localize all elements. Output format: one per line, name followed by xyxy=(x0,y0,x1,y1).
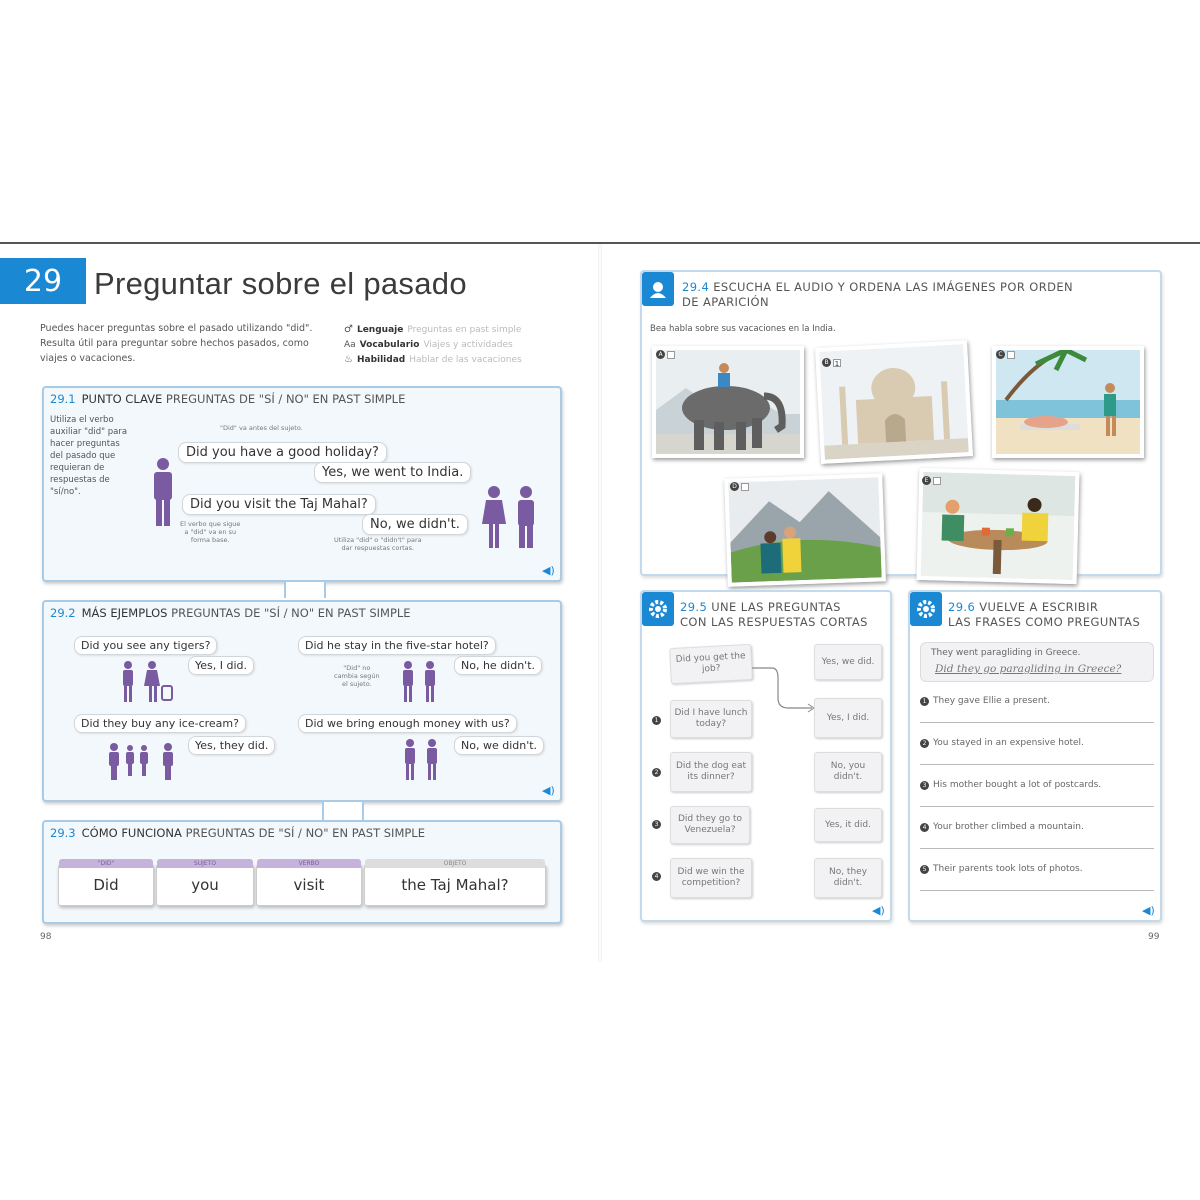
exercise-title: ESCUCHA EL AUDIO Y ORDENA LAS IMÁGENES POR ORDEN xyxy=(713,280,1074,294)
item-number: 2 xyxy=(920,739,929,748)
panel-subtitle: PREGUNTAS DE "SÍ / NO" EN PAST SIMPLE xyxy=(165,392,406,406)
panel-connector xyxy=(322,802,364,820)
page-number-right: 99 xyxy=(1148,932,1160,942)
listening-icon xyxy=(642,272,674,306)
photo-restaurant xyxy=(917,468,1080,584)
match-line xyxy=(750,666,816,716)
exercise-rewrite-questions xyxy=(908,590,1162,922)
meta-value: Hablar de las vacaciones xyxy=(409,354,522,365)
panel-key: PUNTO CLAVE xyxy=(81,392,163,406)
answer-slot-d[interactable] xyxy=(730,482,749,491)
item-sentence: Your brother climbed a mountain. xyxy=(933,822,1084,832)
language-icon: ♂ xyxy=(344,324,353,335)
exercise-title-line2: DE APARICIÓN xyxy=(682,295,769,309)
exercise-heading xyxy=(682,280,1073,310)
panel-heading xyxy=(50,392,405,406)
audio-icon[interactable]: ◀) xyxy=(542,564,555,577)
speech-bubble-answer: No, we didn't. xyxy=(454,736,544,755)
rewrite-item xyxy=(920,738,1084,748)
rewrite-item xyxy=(920,696,1050,706)
gear-icon xyxy=(915,598,937,620)
couple-figures xyxy=(480,484,542,550)
answer-slot-a[interactable] xyxy=(656,350,675,359)
item-number: 1 xyxy=(920,697,929,706)
word-card-did xyxy=(58,860,154,906)
exercise-title-line2: LAS FRASES COMO PREGUNTAS xyxy=(948,615,1141,629)
meta-language xyxy=(344,322,522,337)
item-sentence: You stayed in an expensive hotel. xyxy=(933,738,1084,748)
side-line: hacer preguntas xyxy=(50,439,120,449)
panel-number: 29.3 xyxy=(50,826,76,840)
answer-slot-c[interactable] xyxy=(996,350,1015,359)
note-line: a "did" va en su xyxy=(184,528,237,536)
rewrite-item xyxy=(920,822,1084,832)
example-box xyxy=(920,642,1154,682)
gear-icon-box xyxy=(910,592,942,626)
rewrite-item xyxy=(920,780,1101,790)
meta-vocabulary xyxy=(344,337,522,352)
vocabulary-icon: Aa xyxy=(344,339,356,350)
answer-card[interactable]: Yes, I did. xyxy=(814,698,882,738)
item-number: 1 xyxy=(652,716,661,725)
answer-box[interactable] xyxy=(933,477,941,485)
meta-skill xyxy=(344,352,522,367)
traveller-figures xyxy=(118,660,178,704)
exercise-title: UNE LAS PREGUNTAS xyxy=(711,600,841,614)
audio-icon[interactable]: ◀) xyxy=(542,784,555,797)
panel-heading xyxy=(50,606,411,620)
item-sentence: They gave Ellie a present. xyxy=(933,696,1050,706)
answer-slot-b[interactable] xyxy=(822,358,841,367)
item-sentence: His mother bought a lot of postcards. xyxy=(933,780,1102,790)
panel-more-examples xyxy=(42,600,562,802)
speech-bubble-question: Did he stay in the five-star hotel? xyxy=(298,636,496,655)
intro-line: viajes o vacaciones. xyxy=(40,353,136,364)
restaurant-illustration xyxy=(921,472,1076,580)
note-line: El verbo que sigue xyxy=(180,520,241,528)
example-sentence: They went paragliding in Greece. xyxy=(931,648,1081,658)
answer-line[interactable] xyxy=(920,722,1154,723)
item-number: 4 xyxy=(652,872,661,881)
answer-line[interactable] xyxy=(920,848,1154,849)
card-cap: VERBO xyxy=(257,859,361,868)
note-did-before-subject: "Did" va antes del sujeto. xyxy=(220,424,303,432)
note-line: cambia según xyxy=(334,672,380,680)
speech-bubble-answer: Yes, we went to India. xyxy=(314,462,471,483)
intro-text xyxy=(40,321,312,366)
mountains-illustration xyxy=(728,477,881,582)
answer-card[interactable]: Yes, we did. xyxy=(814,644,882,680)
side-note xyxy=(50,414,127,498)
page-number-left: 98 xyxy=(40,932,52,942)
gear-icon-box xyxy=(642,592,674,626)
answer-card[interactable]: No, they didn't. xyxy=(814,858,882,898)
meta-label: Habilidad xyxy=(356,354,406,365)
card-cap: "DID" xyxy=(59,859,153,868)
question-card[interactable]: Did the dog eat its dinner? xyxy=(670,752,752,792)
question-card[interactable]: Did they go to Venezuela? xyxy=(670,806,750,844)
answer-box-filled[interactable]: 1 xyxy=(834,359,840,368)
note-line: forma base. xyxy=(190,536,230,544)
word-card-subject xyxy=(156,860,254,906)
note-base-form xyxy=(180,520,240,544)
elephant-illustration xyxy=(656,350,800,454)
item-number: 4 xyxy=(920,823,929,832)
question-card[interactable]: Did we win the competition? xyxy=(670,858,752,898)
note-line: "Did" no xyxy=(343,664,371,672)
speech-bubble-answer: Yes, they did. xyxy=(188,736,275,755)
pair-figures xyxy=(398,660,442,704)
exercise-title: VUELVE A ESCRIBIR xyxy=(979,600,1099,614)
exercise-order-images xyxy=(640,270,1162,576)
question-card[interactable]: Did I have lunch today? xyxy=(670,700,752,738)
question-card[interactable]: Did you get the job? xyxy=(669,644,753,684)
item-number: 3 xyxy=(652,820,661,829)
label-d: D xyxy=(730,482,739,491)
side-line: del pasado que xyxy=(50,451,116,461)
intro-line: Puedes hacer preguntas sobre el pasado utilizando "did". xyxy=(40,323,313,334)
panel-subtitle: PREGUNTAS DE "SÍ / NO" EN PAST SIMPLE xyxy=(185,826,425,840)
panel-heading xyxy=(50,826,425,840)
side-line: "sí/no". xyxy=(50,487,81,497)
exercise-heading xyxy=(948,600,1140,630)
pair-figures xyxy=(400,738,444,782)
panel-number: 29.1 xyxy=(50,392,76,406)
item-number: 5 xyxy=(920,865,929,874)
side-line: Utiliza el verbo xyxy=(50,415,114,425)
word-card-verb xyxy=(256,860,362,906)
note-short-answers xyxy=(334,536,422,552)
answer-box[interactable] xyxy=(667,351,675,359)
rewrite-item xyxy=(920,864,1083,874)
unit-number: 29 xyxy=(0,258,86,304)
word-card-object xyxy=(364,860,546,906)
page-gutter xyxy=(598,244,602,962)
answer-box[interactable] xyxy=(1007,351,1015,359)
meta-label: Vocabulario xyxy=(359,339,420,350)
card-word: you xyxy=(191,876,219,894)
answer-line[interactable] xyxy=(920,890,1154,891)
answer-card[interactable]: Yes, it did. xyxy=(814,808,882,842)
panel-number: 29.2 xyxy=(50,606,76,620)
exercise-heading xyxy=(680,600,868,630)
audio-icon[interactable]: ◀) xyxy=(1142,904,1155,917)
speech-bubble-question: Did you see any tigers? xyxy=(74,636,217,655)
exercise-number: 29.6 xyxy=(948,600,976,614)
item-number: 3 xyxy=(920,781,929,790)
meta-value: Viajes y actividades xyxy=(423,339,513,350)
card-word: the Taj Mahal? xyxy=(401,876,509,894)
side-line: auxiliar "did" para xyxy=(50,427,128,437)
panel-connector xyxy=(284,582,326,598)
person-figure xyxy=(148,456,178,528)
exercise-intro: Bea habla sobre sus vacaciones en la India. xyxy=(650,324,836,334)
panel-key-point xyxy=(42,386,562,582)
taj-mahal-illustration xyxy=(819,344,968,459)
panel-key: MÁS EJEMPLOS xyxy=(81,606,168,620)
speech-bubble-question: Did you visit the Taj Mahal? xyxy=(182,494,376,515)
gear-icon xyxy=(647,598,669,620)
speech-bubble-question: Did we bring enough money with us? xyxy=(298,714,517,733)
note-line: Utiliza "did" o "didn't" para xyxy=(334,536,422,544)
side-line: respuestas de xyxy=(50,475,110,485)
example-answer: Did they go paragliding in Greece? xyxy=(935,663,1122,675)
speech-bubble-question: Did you have a good holiday? xyxy=(178,442,387,463)
card-cap: OBJETO xyxy=(365,859,545,868)
answer-box[interactable] xyxy=(741,483,749,491)
answer-slot-e[interactable] xyxy=(922,476,941,485)
photo-elephant xyxy=(652,346,804,458)
note-did-unchanged xyxy=(334,664,380,688)
audio-icon[interactable]: ◀) xyxy=(872,904,885,917)
note-line: dar respuestas cortas. xyxy=(341,544,415,552)
skill-icon: ♨ xyxy=(344,354,353,365)
card-word: Did xyxy=(93,876,119,894)
label-c: C xyxy=(996,350,1005,359)
side-line: requieran de xyxy=(50,463,105,473)
exercise-number: 29.5 xyxy=(680,600,708,614)
item-sentence: Their parents took lots of photos. xyxy=(933,864,1083,874)
book-spread xyxy=(0,242,1200,960)
meta-list xyxy=(344,322,522,367)
meta-label: Lenguaje xyxy=(356,324,404,335)
speech-bubble-question: Did they buy any ice-cream? xyxy=(74,714,246,733)
answer-card[interactable]: No, you didn't. xyxy=(814,752,882,792)
panel-key: CÓMO FUNCIONA xyxy=(81,826,182,840)
note-line: el sujeto. xyxy=(341,680,372,688)
page-title: Preguntar sobre el pasado xyxy=(94,266,467,301)
label-b: B xyxy=(822,358,831,367)
speech-bubble-answer: No, he didn't. xyxy=(454,656,542,675)
label-e: E xyxy=(922,476,931,485)
card-cap: SUJETO xyxy=(157,859,253,868)
beach-illustration xyxy=(996,350,1140,454)
headphones-icon xyxy=(647,278,669,300)
answer-line[interactable] xyxy=(920,806,1154,807)
item-number: 2 xyxy=(652,768,661,777)
label-a: A xyxy=(656,350,665,359)
photo-beach xyxy=(992,346,1144,458)
speech-bubble-answer: No, we didn't. xyxy=(362,514,468,535)
answer-line[interactable] xyxy=(920,764,1154,765)
group-figures xyxy=(106,742,182,782)
exercise-match-answers xyxy=(640,590,892,922)
meta-value: Preguntas en past simple xyxy=(407,324,522,335)
card-word: visit xyxy=(293,876,325,894)
panel-subtitle: PREGUNTAS DE "SÍ / NO" EN PAST SIMPLE xyxy=(171,606,411,620)
exercise-number: 29.4 xyxy=(682,280,710,294)
intro-line: Resulta útil para preguntar sobre hechos pasados, como xyxy=(40,338,309,349)
speech-bubble-answer: Yes, I did. xyxy=(188,656,254,675)
exercise-title-line2: CON LAS RESPUESTAS CORTAS xyxy=(680,615,868,629)
